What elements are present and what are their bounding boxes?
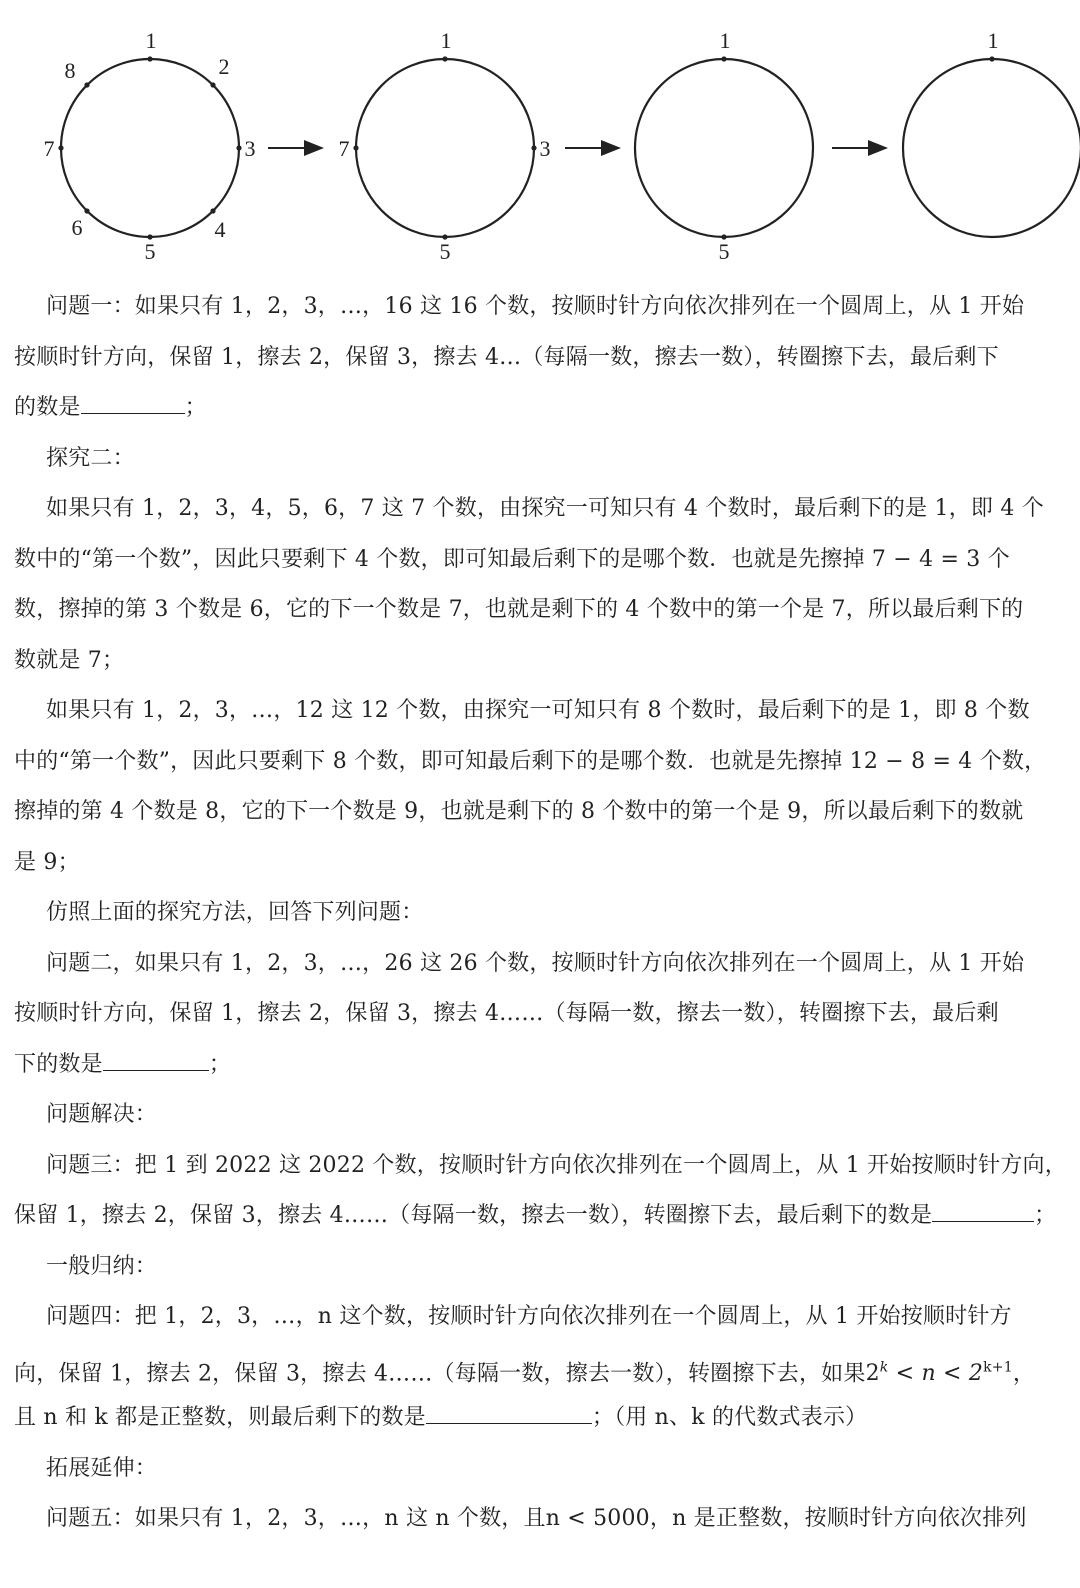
q4-math-mid: < n < 2 (888, 1360, 984, 1386)
circle-1-label: 8 (64, 58, 76, 83)
circle-2-label: 5 (439, 239, 451, 264)
q1-answer-blank[interactable] (81, 383, 185, 414)
explore2-p1-line: 如果只有 1，2，3，4，5，6，7 这 7 个数，由探究一可知只有 4 个数时，最后剩下的是 1，即 4 个 (46, 496, 1044, 521)
q4-math-base: 2 (865, 1360, 880, 1386)
q1-answer-suffix: ； (184, 395, 207, 420)
q4-condition-line (14, 1343, 1060, 1394)
circle-2-label: 1 (440, 28, 452, 53)
explore2-p2-line: 擦掉的第 4 个数是 8，它的下一个数是 9，也就是剩下的 8 个数中的第一个是 9，所以最后剩下的数就 (14, 799, 1024, 824)
q4-answer-line (14, 1393, 1060, 1444)
circle-1-label: 6 (71, 215, 83, 240)
circle-1-label: 4 (214, 217, 226, 242)
circle-2-label: 3 (539, 136, 551, 161)
q3-answer-line (14, 1191, 1060, 1242)
q1-line: 问题一：如果只有 1，2，3，…，16 这 16 个数，按顺时针方向依次排列在一个圆周上，从 1 开始 (46, 294, 1025, 319)
explore2-heading: 探究二： (46, 445, 135, 471)
erasing-process-diagram (0, 0, 1080, 275)
explore2-p2-line: 是 9； (14, 849, 80, 875)
q1-answer-line (14, 383, 1060, 434)
q2-answer-blank[interactable] (103, 1040, 209, 1071)
circle-1-label: 2 (218, 54, 230, 79)
circle-4 (903, 28, 1080, 237)
q2-line: 按顺时针方向，保留 1，擦去 2，保留 3，擦去 4……（每隔一数，擦去一数），转圈擦下去，最后剩 (14, 1001, 999, 1026)
q4-condition-suffix: ， (1012, 1360, 1036, 1386)
circle-1 (44, 28, 256, 264)
q4-math-exp-k: k (879, 1359, 889, 1376)
q5-line: 问题五：如果只有 1，2，3，…，n 这 n 个数，且n < 5000，n 是正整数，按顺时针方向依次排列 (46, 1506, 1027, 1531)
problem-text (14, 282, 1067, 1545)
circle-3-label: 5 (718, 239, 730, 264)
q3-answer-prefix: 保留 1，擦去 2，保留 3，擦去 4……（每隔一数，擦去一数），转圈擦下去，最后剩下的数是 (14, 1203, 933, 1228)
q3-answer-suffix: ； (1034, 1203, 1057, 1228)
q1-line: 按顺时针方向，保留 1，擦去 2，保留 3，擦去 4…（每隔一数，擦去一数），转圈擦下去，最后剩下 (14, 344, 999, 370)
circle-3 (635, 28, 813, 264)
q4-answer-suffix: ；（用 n、k 的代数式表示） (591, 1405, 868, 1430)
q4-answer-blank[interactable] (426, 1393, 592, 1424)
circle-1-label: 1 (145, 28, 157, 53)
explore2-p2-line: 中的“第一个数”，因此只要剩下 8 个数，即可知最后剩下的是哪个数．也就是先擦掉 12 − 8 = 4 个数， (14, 748, 1047, 774)
explore2-p1-line: 数，擦掉的第 3 个数是 6，它的下一个数是 7，也就是剩下的 4 个数中的第一个是 7，所以最后剩下的 (14, 597, 1024, 622)
q4-math-exp-k1: k+1 (983, 1359, 1013, 1376)
explore2-p1-line: 数就是 7； (14, 647, 125, 673)
general-heading: 一般归纳： (46, 1253, 158, 1279)
explore2-p1-line: 数中的“第一个数”，因此只要剩下 4 个数，即可知最后剩下的是哪个数．也就是先擦掉 7 − 4 = 3 个 (14, 546, 1010, 572)
circle-4-label: 1 (987, 28, 999, 53)
circle-2 (339, 28, 551, 264)
q4-condition-prefix: 向，保留 1，擦去 2，保留 3，擦去 4……（每隔一数，擦去一数），转圈擦下去，如果 (14, 1360, 866, 1386)
q1-answer-prefix: 的数是 (14, 395, 81, 420)
solve-heading: 问题解决： (46, 1102, 158, 1127)
q2-answer-suffix: ； (208, 1051, 232, 1077)
q3-answer-blank[interactable] (932, 1191, 1034, 1222)
q2-answer-line (14, 1040, 1060, 1091)
circle-3-label: 1 (719, 28, 731, 53)
q3-line: 问题三：把 1 到 2022 这 2022 个数，按顺时针方向依次排列在一个圆周上，从 1 开始按顺时针方向， (46, 1152, 1067, 1178)
q4-line: 问题四：把 1，2，3，…，n 这个数，按顺时针方向依次排列在一个圆周上，从 1 开始按顺时针方 (46, 1304, 1012, 1329)
explore2-p3: 仿照上面的探究方法，回答下列问题： (46, 900, 424, 925)
explore2-p2-line: 如果只有 1，2，3，…，12 这 12 个数，由探究一可知只有 8 个数时，最后剩下的是 1，即 8 个数 (46, 698, 1030, 723)
q2-answer-prefix: 下的数是 (14, 1051, 103, 1077)
circle-1-label: 5 (144, 239, 156, 264)
q4-math-inequality (866, 1361, 1013, 1386)
circle-1-label: 3 (244, 136, 256, 161)
circle-1-label: 7 (43, 136, 55, 161)
circle-2-label: 7 (338, 136, 350, 161)
extend-heading: 拓展延伸： (46, 1455, 158, 1481)
q2-line: 问题二，如果只有 1，2，3，…，26 这 26 个数，按顺时针方向依次排列在一个圆周上，从 1 开始 (46, 950, 1025, 976)
q4-answer-prefix: 且 n 和 k 都是正整数，则最后剩下的数是 (14, 1405, 426, 1430)
